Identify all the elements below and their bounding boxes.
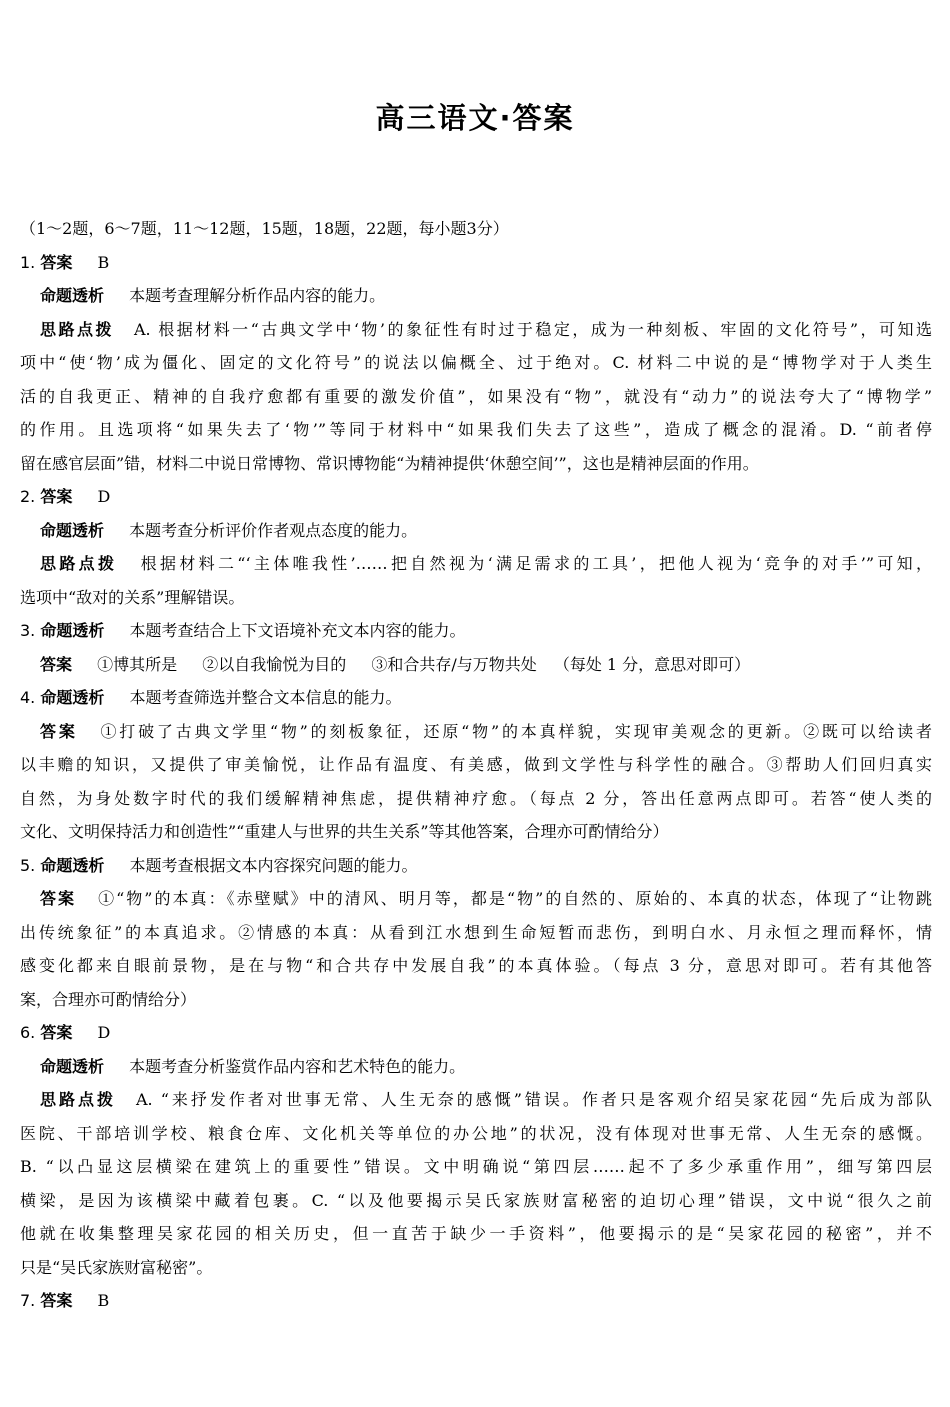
answer-label: 答案: [40, 654, 73, 674]
answer-value: D: [97, 1023, 111, 1042]
paragraph-line: 只是“吴氏家族财富秘密”。: [20, 1257, 213, 1277]
q5-analysis-line: [20, 849, 932, 883]
q1-hint-line: [20, 313, 932, 347]
hint-text: 根据材料二“‘主体唯我性’……把自然视为‘满足需求的工具’，把他人视为‘竞争的对手’”可知，: [137, 554, 932, 573]
scoring-note: （1～2题，6～7题，11～12题，15题，18题，22题，每小题3分）: [20, 219, 509, 238]
paragraph-line: 以丰赡的知识，又提供了审美愉悦，让作品有温度、有美感，做到文学性与科学性的融合。③帮助人们回归真实: [20, 755, 932, 774]
analysis-text: 本题考查分析评价作者观点态度的能力。: [129, 520, 418, 540]
analysis-label: 命题透析: [40, 688, 105, 707]
answer-item: ②以自我愉悦为目的: [202, 654, 347, 674]
q3-answer-line: [20, 648, 932, 682]
paragraph-line: 项中“使‘物’成为僵化、固定的文化符号”的说法以偏概全、过于绝对。C. 材料二中说的是“博物学对于人类生: [20, 353, 932, 372]
paragraph-line: 出传统象征”的本真追求。②情感的本真：从看到江水想到生命短暂而悲伤，到明白水、月永恒之理而释怀，情: [20, 922, 932, 942]
page-title: 高三语文·答案: [375, 101, 575, 135]
q6-analysis-line: [20, 1050, 932, 1084]
answer-content: [20, 212, 932, 1318]
answer-label: 答案: [40, 1291, 73, 1310]
paragraph-line: 感变化都来自眼前景物，是在与物“和合共存中发展自我”的本真体验。（每点 3 分，意思对即可。若有其他答: [20, 956, 932, 975]
q2-answer-line: [20, 480, 932, 514]
q2-hint-line: [20, 547, 932, 581]
analysis-label: 命题透析: [40, 286, 105, 305]
analysis-text: 本题考查根据文本内容探究问题的能力。: [129, 855, 418, 875]
paragraph-line: 选项中“敌对的关系”理解错误。: [20, 587, 245, 607]
analysis-text: 本题考查筛选并整合文本信息的能力。: [129, 688, 402, 707]
paragraph-line: 自然，为身处数字时代的我们缓解精神焦虑，提供精神疗愈。（每点 2 分，答出任意两点即可。若答“使人类的: [20, 788, 932, 808]
answer-text: ①打破了古典文学里“物”的刻板象征，还原“物”的本真样貌，实现审美观念的更新。②既可以给读者: [97, 721, 932, 741]
q6-hint-line: [20, 1083, 932, 1117]
answer-label: 答案: [40, 889, 77, 908]
hint-label: 思路点拨: [40, 1090, 116, 1109]
analysis-text: 本题考查结合上下文语境补充文本内容的能力。: [129, 621, 466, 640]
hint-text: A. “来抒发作者对世事无常、人生无奈的感慨”错误。作者只是客观介绍吴家花园“先后成为部队: [135, 1090, 932, 1109]
hint-label: 思路点拨: [40, 319, 114, 339]
answer-note: （每处 1 分，意思对即可）: [553, 654, 751, 674]
q2-analysis-line: [20, 514, 932, 548]
answer-label: 答案: [40, 487, 73, 506]
paragraph-line: 留在感官层面”错，材料二中说日常博物、常识博物能“为精神提供‘休憩空间’”，这也是精神层面的作用。: [20, 453, 759, 473]
question-number: 1.: [20, 252, 36, 272]
answer-label: 答案: [40, 1023, 73, 1042]
question-number: 2.: [20, 487, 36, 506]
paragraph-line: 的作用。且选项将“如果失去了‘物’”等同于材料中“如果我们失去了这些”，造成了概念的混淆。D. “前者停: [20, 420, 932, 439]
paragraph-line: 案，合理亦可酌情给分）: [20, 989, 197, 1009]
q5-answer-line: [20, 882, 932, 916]
q4-analysis-line: [20, 681, 932, 715]
analysis-label: 命题透析: [40, 621, 105, 640]
q4-answer-line: [20, 715, 932, 749]
answer-text: ①“物”的本真：《赤壁赋》中的清风、明月等，都是“物”的自然的、原始的、本真的状态，体现了“让物跳: [96, 889, 932, 908]
paragraph-line: 横梁，是因为该横梁中藏着包裹。C. “以及他要揭示吴氏家族财富秘密的迫切心理”错误，文中说“很久之前: [20, 1190, 932, 1210]
paragraph-line: 活的自我更正、精神的自我疗愈都有重要的激发价值”，如果没有“物”，就没有“动力”的说法夸大了“博物学”: [20, 386, 932, 406]
q6-answer-line: [20, 1016, 932, 1050]
paragraph-line: 医院、干部培训学校、粮食仓库、文化机关等单位的办公地”的状况，没有体现对世事无常、人生无奈的感慨。: [20, 1123, 932, 1143]
analysis-text: 本题考查分析鉴赏作品内容和艺术特色的能力。: [129, 1056, 466, 1076]
hint-label: 思路点拨: [40, 554, 118, 573]
q1-analysis-line: [20, 279, 932, 313]
question-number: 7.: [20, 1291, 36, 1310]
question-number: 5.: [20, 855, 36, 875]
analysis-label: 命题透析: [40, 855, 105, 875]
analysis-text: 本题考查理解分析作品内容的能力。: [129, 286, 386, 305]
paragraph-line: 他就在收集整理吴家花园的相关历史，但一直苦于缺少一手资料”，他要揭示的是“吴家花园的秘密”，并不: [20, 1224, 932, 1243]
answer-value: B: [97, 1291, 110, 1310]
question-number: 3.: [20, 621, 36, 640]
question-number: 4.: [20, 688, 36, 707]
question-number: 6.: [20, 1023, 36, 1042]
answer-value: D: [97, 487, 111, 506]
answer-label: 答案: [40, 721, 78, 741]
q3-analysis-line: [20, 614, 932, 648]
hint-text: A. 根据材料一“古典文学中‘物’的象征性有时过于稳定，成为一种刻板、牢固的文化符号”，可知选: [133, 319, 932, 339]
paragraph-line: 文化、文明保持活力和创造性”“重建人与世界的共生关系”等其他答案，合理亦可酌情给分）: [20, 822, 669, 841]
answer-item: ③和合共存/与万物共处: [371, 654, 537, 674]
analysis-label: 命题透析: [40, 520, 105, 540]
answer-label: 答案: [40, 252, 73, 272]
answer-item: ①博其所是: [97, 654, 178, 674]
q1-answer-line: [20, 246, 932, 280]
paragraph-line: B. “以凸显这层横梁在建筑上的重要性”错误。文中明确说“第四层……起不了多少承重作用”，细写第四层: [20, 1157, 932, 1176]
analysis-label: 命题透析: [40, 1056, 105, 1076]
q7-answer-line: [20, 1284, 932, 1318]
answer-value: B: [97, 252, 110, 272]
